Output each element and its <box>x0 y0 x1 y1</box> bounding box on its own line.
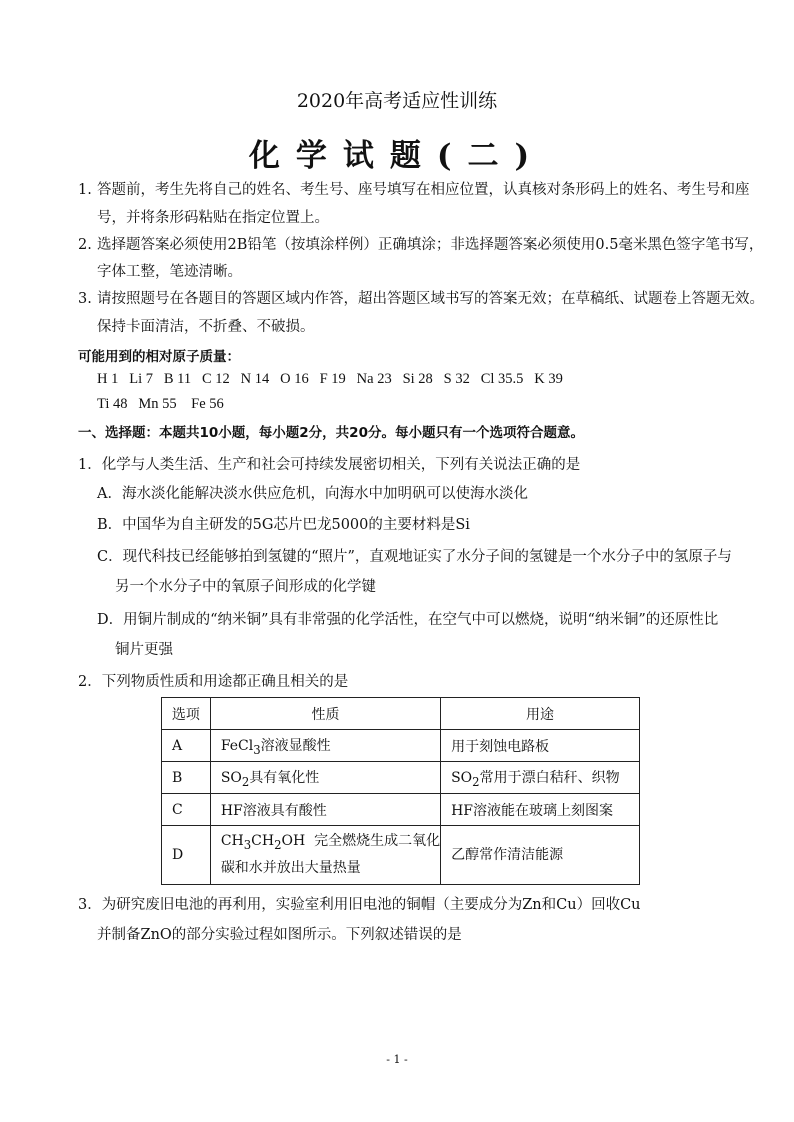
table-row <box>162 730 640 762</box>
header-use: 用途 <box>441 698 640 730</box>
question-2-stem: 2．下列物质性质和用途都正确且相关的是 <box>78 674 349 690</box>
instruction-1-number: 1. <box>78 182 92 198</box>
cell-option: C <box>162 794 211 826</box>
exam-title: 化学试题(二) <box>248 138 546 174</box>
atomic-mass-heading: 可能用到的相对原子质量： <box>78 349 240 365</box>
instruction-1-line-1: 答题前，考生先将自己的姓名、考生号、座号填写在相应位置，认真核对条形码上的姓名、考生号和座 <box>97 182 750 198</box>
properties-table <box>161 697 640 885</box>
cell-property: FeCl$_3$溶液显酸性 <box>210 730 440 762</box>
cell-option: B <box>162 762 211 794</box>
question-1-option-d-line-1: D．用铜片制成的“纳米铜”具有非常强的化学活性，在空气中可以燃烧，说明“纳米铜”的还原性比 <box>97 612 719 628</box>
question-1-option-a: A．海水淡化能解决淡水供应危机，向海水中加明矾可以使海水淡化 <box>97 486 528 502</box>
cell-use: $SO_2$常用于漂白秸秆、织物 <box>441 762 640 794</box>
page-number: - 1 - <box>386 1053 408 1066</box>
question-3-line-1: 3．为研究废旧电池的再利用，实验室利用旧电池的铜帽（主要成分为Zn和Cu）回收Cu <box>78 897 641 913</box>
instruction-1-line-2: 号，并将条形码粘贴在指定位置上。 <box>97 210 329 226</box>
cell-use: 用于刻蚀电路板 <box>441 730 640 762</box>
instruction-3-number: 3. <box>78 291 92 307</box>
atomic-mass-line-2: Ti 48 Mn 55 Fe 56 <box>97 396 224 412</box>
instruction-3-line-1: 请按照题号在各题目的答题区域内作答，超出答题区域书写的答案无效；在草稿纸、试题卷上答题无效。 <box>97 291 764 307</box>
question-3-line-2: 并制备ZnO的部分实验过程如图所示。下列叙述错误的是 <box>97 927 462 943</box>
exam-subtitle: 2020年高考适应性训练 <box>296 90 498 112</box>
instruction-2-number: 2. <box>78 237 92 253</box>
question-1-option-c-line-1: C．现代科技已经能够拍到氢键的“照片”，直观地证实了水分子间的氢键是一个水分子中的氢原子与 <box>97 549 732 565</box>
question-1-stem: 1．化学与人类生活、生产和社会可持续发展密切相关，下列有关说法正确的是 <box>78 457 581 473</box>
cell-property: HF溶液具有酸性 <box>210 794 440 826</box>
cell-use: HF溶液能在玻璃上刻图案 <box>441 794 640 826</box>
instruction-3-line-2: 保持卡面清洁，不折叠、不破损。 <box>97 319 315 335</box>
table-row <box>162 826 640 885</box>
question-1-option-d-line-2: 铜片更强 <box>115 642 173 658</box>
instruction-2-line-2: 字体工整，笔迹清晰。 <box>97 264 242 280</box>
table-row <box>162 794 640 826</box>
table-header-row <box>162 698 640 730</box>
table-row <box>162 762 640 794</box>
cell-use: 乙醇常作清洁能源 <box>441 826 640 885</box>
question-1-option-b: B．中国华为自主研发的5G芯片巴龙5000的主要材料是Si <box>97 517 470 533</box>
cell-property: $CH_3CH_2OH$ 完全燃烧生成二氧化 碳和水并放出大量热量 <box>210 826 440 885</box>
header-property: 性质 <box>210 698 440 730</box>
cell-property: $SO_2$具有氧化性 <box>210 762 440 794</box>
atomic-mass-line-1: H 1 Li 7 B 11 C 12 N 14 O 16 F 19 Na 23 Si 28 S 32 Cl 35.5 K 39 <box>97 371 563 387</box>
cell-option: A <box>162 730 211 762</box>
instruction-2-line-1: 选择题答案必须使用2B铅笔（按填涂样例）正确填涂；非选择题答案必须使用0.5毫米黑色签字笔书写， <box>97 237 764 253</box>
section-1-heading: 一、选择题：本题共10小题，每小题2分，共20分。每小题只有一个选项符合题意。 <box>78 425 584 441</box>
question-1-option-c-line-2: 另一个水分子中的氧原子间形成的化学键 <box>115 579 376 595</box>
header-option: 选项 <box>162 698 211 730</box>
cell-option: D <box>162 826 211 885</box>
